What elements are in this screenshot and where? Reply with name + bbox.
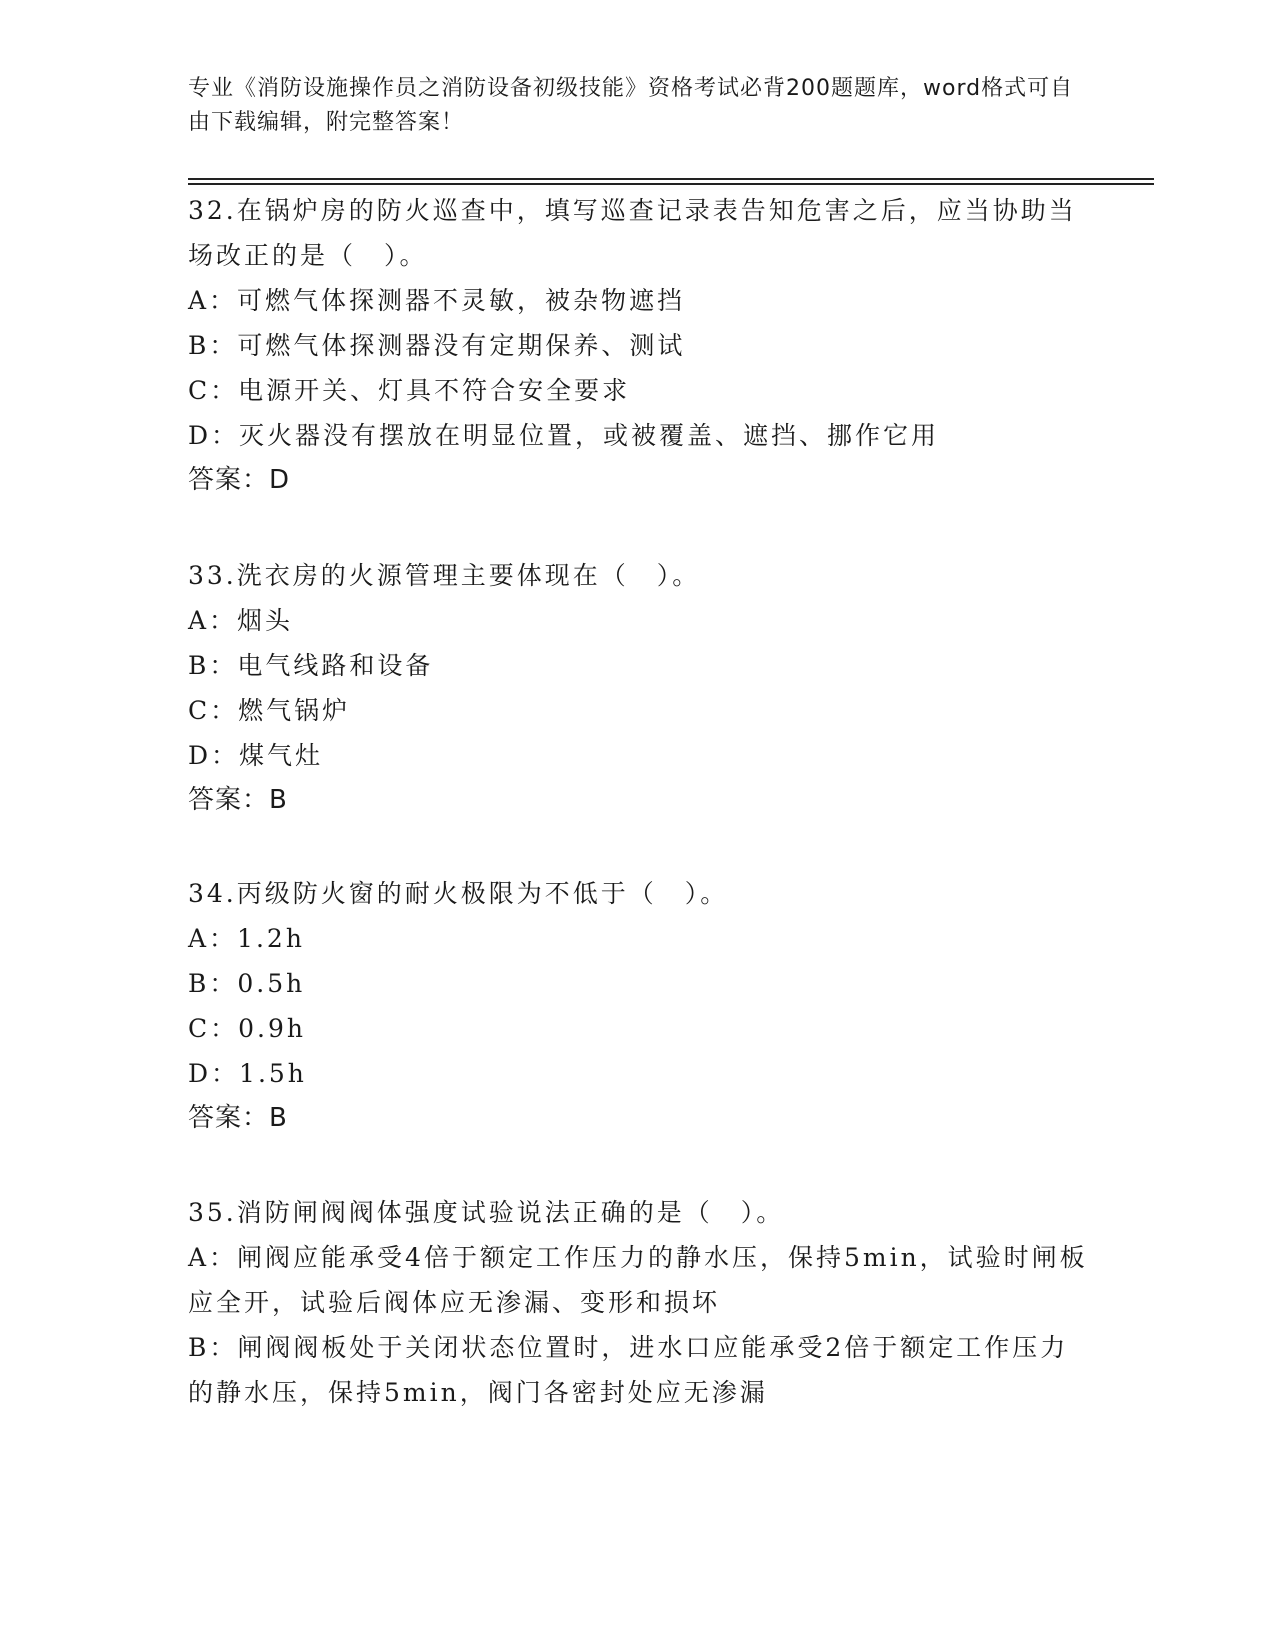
header-divider-top xyxy=(188,178,1154,180)
option-a: A：烟头 xyxy=(188,606,294,635)
question-stem: 33.洗衣房的火源管理主要体现在（ ）。 xyxy=(188,561,701,590)
option-d: D：灭火器没有摆放在明显位置，或被覆盖、遮挡、挪作它用 xyxy=(188,421,940,450)
option-a: A：闸阀应能承受4倍于额定工作压力的静水压，保持5min，试验时闸板应全开，试验后阀体应无渗漏、变形和损坏 xyxy=(188,1243,1088,1317)
option-b: B：0.5h xyxy=(188,969,306,998)
option-b: B：可燃气体探测器没有定期保养、测试 xyxy=(188,331,686,360)
option-d: D：煤气灶 xyxy=(188,741,324,770)
option-c: C：电源开关、灯具不符合安全要求 xyxy=(188,376,631,405)
answer: 答案：B xyxy=(188,1103,288,1133)
option-c: C：0.9h xyxy=(188,1014,306,1043)
option-c: C：燃气锅炉 xyxy=(188,696,351,725)
option-a: A：可燃气体探测器不灵敏，被杂物遮挡 xyxy=(188,286,686,315)
answer: 答案：B xyxy=(188,785,288,815)
option-b: B：电气线路和设备 xyxy=(188,651,434,680)
question-32 xyxy=(188,188,1088,503)
question-stem: 32.在锅炉房的防火巡查中，填写巡查记录表告知危害之后，应当协助当场改正的是（ ）。 xyxy=(188,196,1077,270)
option-b: B：闸阀阀板处于关闭状态位置时，进水口应能承受2倍于额定工作压力的静水压，保持5min，阀门各密封处应无渗漏 xyxy=(188,1333,1069,1407)
answer: 答案：D xyxy=(188,465,291,495)
option-a: A：1.2h xyxy=(188,924,305,953)
question-35 xyxy=(188,1190,1088,1415)
question-stem: 35.消防闸阀阀体强度试验说法正确的是（ ）。 xyxy=(188,1198,785,1227)
question-stem: 34.丙级防火窗的耐火极限为不低于（ ）。 xyxy=(188,879,729,908)
document-header: 专业《消防设施操作员之消防设备初级技能》资格考试必背200题题库，word格式可自由下载编辑，附完整答案！ xyxy=(188,76,1074,135)
question-34 xyxy=(188,871,1088,1141)
question-33 xyxy=(188,553,1088,823)
header-divider-bottom xyxy=(188,183,1154,185)
option-d: D：1.5h xyxy=(188,1059,307,1088)
